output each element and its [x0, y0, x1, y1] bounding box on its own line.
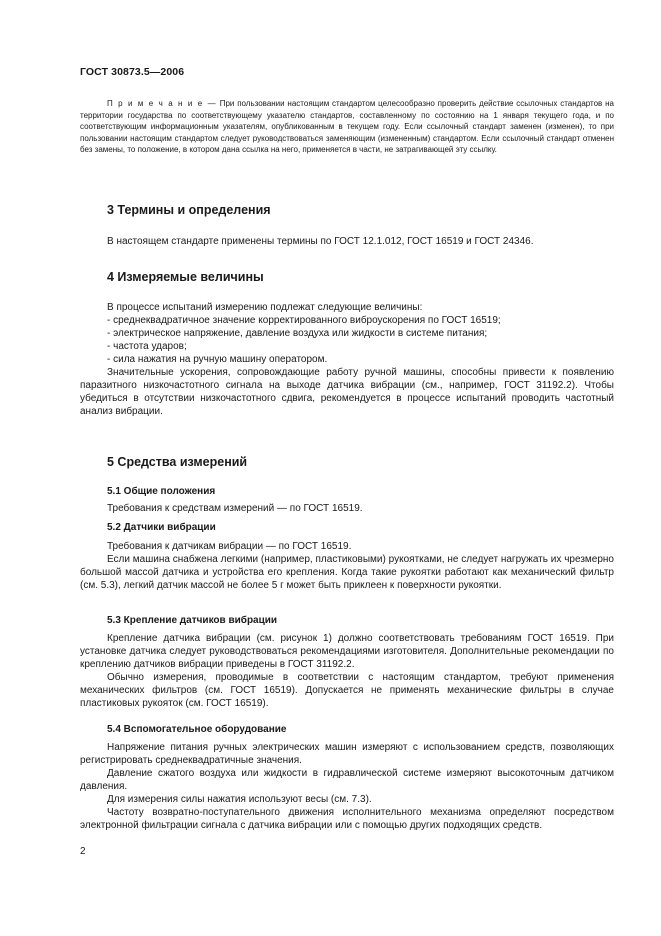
section-4-title: 4 Измеряемые величины: [107, 270, 264, 284]
section-4-intro: В процессе испытаний измерению подлежат следующие величины:: [107, 302, 423, 313]
section-5-4-paragraph: Напряжение питания ручных электрических машин измеряют с использованием средств, позволяющих регистрировать среднеквадратичные значения.: [80, 742, 614, 766]
section-4-body: [80, 301, 614, 418]
note-text: При пользовании настоящим стандартом целесообразно проверить действие ссылочных стандартов на территории государства по соответствующему указателю стандартов, составленному по состоянию на 1 января текущего года, и по соответствующим информационным указателям, опубликованным в текущем году. Если ссылочный стандарт заменен (изменен), то при пользовании настоящим стандартом следует руководствоваться заменяющим (измененным) стандартом. Если ссылочный стандарт отменен без замены, то положение, в котором дана ссылка на него, применяется в части, не затрагивающей эту ссылку.: [80, 99, 614, 154]
page-number: 2: [80, 846, 86, 857]
section-5-2-paragraph: Если машина снабжена легкими (например, пластиковыми) рукоятками, не следует нагружать их чрезмерно большой массой датчика и устройства его крепления. Когда такие рукоятки работают как механический фильтр (см. 5.3), легкий датчик массой не более 5 г может быть приклеен к поверхности рукоятки.: [80, 554, 614, 591]
section-5-4-paragraph: Частоту возвратно-поступательного движения исполнительного механизма определяют посредством электронной фильтрации сигнала с датчика вибрации или с помощью других подходящих средств.: [80, 807, 614, 831]
section-4-paragraph: Значительные ускорения, сопровождающие работу ручной машины, способны привести к появлению паразитного низкочастотного сигнала на выходе датчика вибрации (см., например, ГОСТ 31192.2). Чтобы убедиться в отсутствии низкочастотного сдвига, рекомендуется в процессе испытаний проводить частотный анализ вибрации.: [80, 367, 614, 417]
section-5-4-title: 5.4 Вспомогательное оборудование: [107, 724, 287, 735]
section-3-title: 3 Термины и определения: [107, 203, 271, 217]
section-5-2-title: 5.2 Датчики вибрации: [107, 522, 216, 533]
section-5-1-paragraph: Требования к средствам измерений — по ГОСТ 16519.: [107, 503, 363, 514]
list-item: - частота ударов;: [107, 341, 187, 352]
section-5-title: 5 Средства измерений: [107, 455, 248, 469]
section-5-2-body: [80, 540, 614, 592]
section-5-3-paragraph: Крепление датчика вибрации (см. рисунок 1) должно соответствовать требованиям ГОСТ 16519. При установке датчика следует руководствоваться рекомендациями изготовителя. Дополнительные рекомендации по креплению датчиков вибрации приведены в ГОСТ 31192.2.: [80, 633, 614, 670]
section-5-4-body: [80, 741, 614, 832]
section-5-1-body: [80, 502, 614, 515]
section-5-3-body: [80, 632, 614, 710]
list-item: - сила нажатия на ручную машину оператором.: [107, 354, 328, 365]
section-5-3-paragraph: Обычно измерения, проводимые в соответствии с настоящим стандартом, требуют применения механических фильтров (см. ГОСТ 16519). Допускается не применять механические фильтры в случае пластиковых рукояток (см. ГОСТ 16519).: [80, 672, 614, 709]
list-item: - среднеквадратичное значение корректированного виброускорения по ГОСТ 16519;: [107, 315, 501, 326]
document-header: ГОСТ 30873.5—2006: [80, 66, 185, 78]
section-5-4-paragraph: Для измерения силы нажатия используют весы (см. 7.3).: [107, 794, 372, 805]
note-paragraph: [80, 98, 614, 156]
section-3-paragraph: В настоящем стандарте применены термины по ГОСТ 12.1.012, ГОСТ 16519 и ГОСТ 24346.: [107, 236, 534, 247]
section-5-4-paragraph: Давление сжатого воздуха или жидкости в гидравлической системе измеряют высокоточным датчиком давления.: [80, 768, 614, 792]
section-5-2-paragraph: Требования к датчикам вибрации — по ГОСТ 16519.: [107, 541, 352, 552]
section-3-body: [80, 235, 614, 248]
section-5-3-title: 5.3 Крепление датчиков вибрации: [107, 615, 278, 626]
list-item: - электрическое напряжение, давление воздуха или жидкости в системе питания;: [107, 328, 488, 339]
section-5-1-title: 5.1 Общие положения: [107, 486, 216, 497]
note-label: П р и м е ч а н и е —: [107, 99, 217, 108]
